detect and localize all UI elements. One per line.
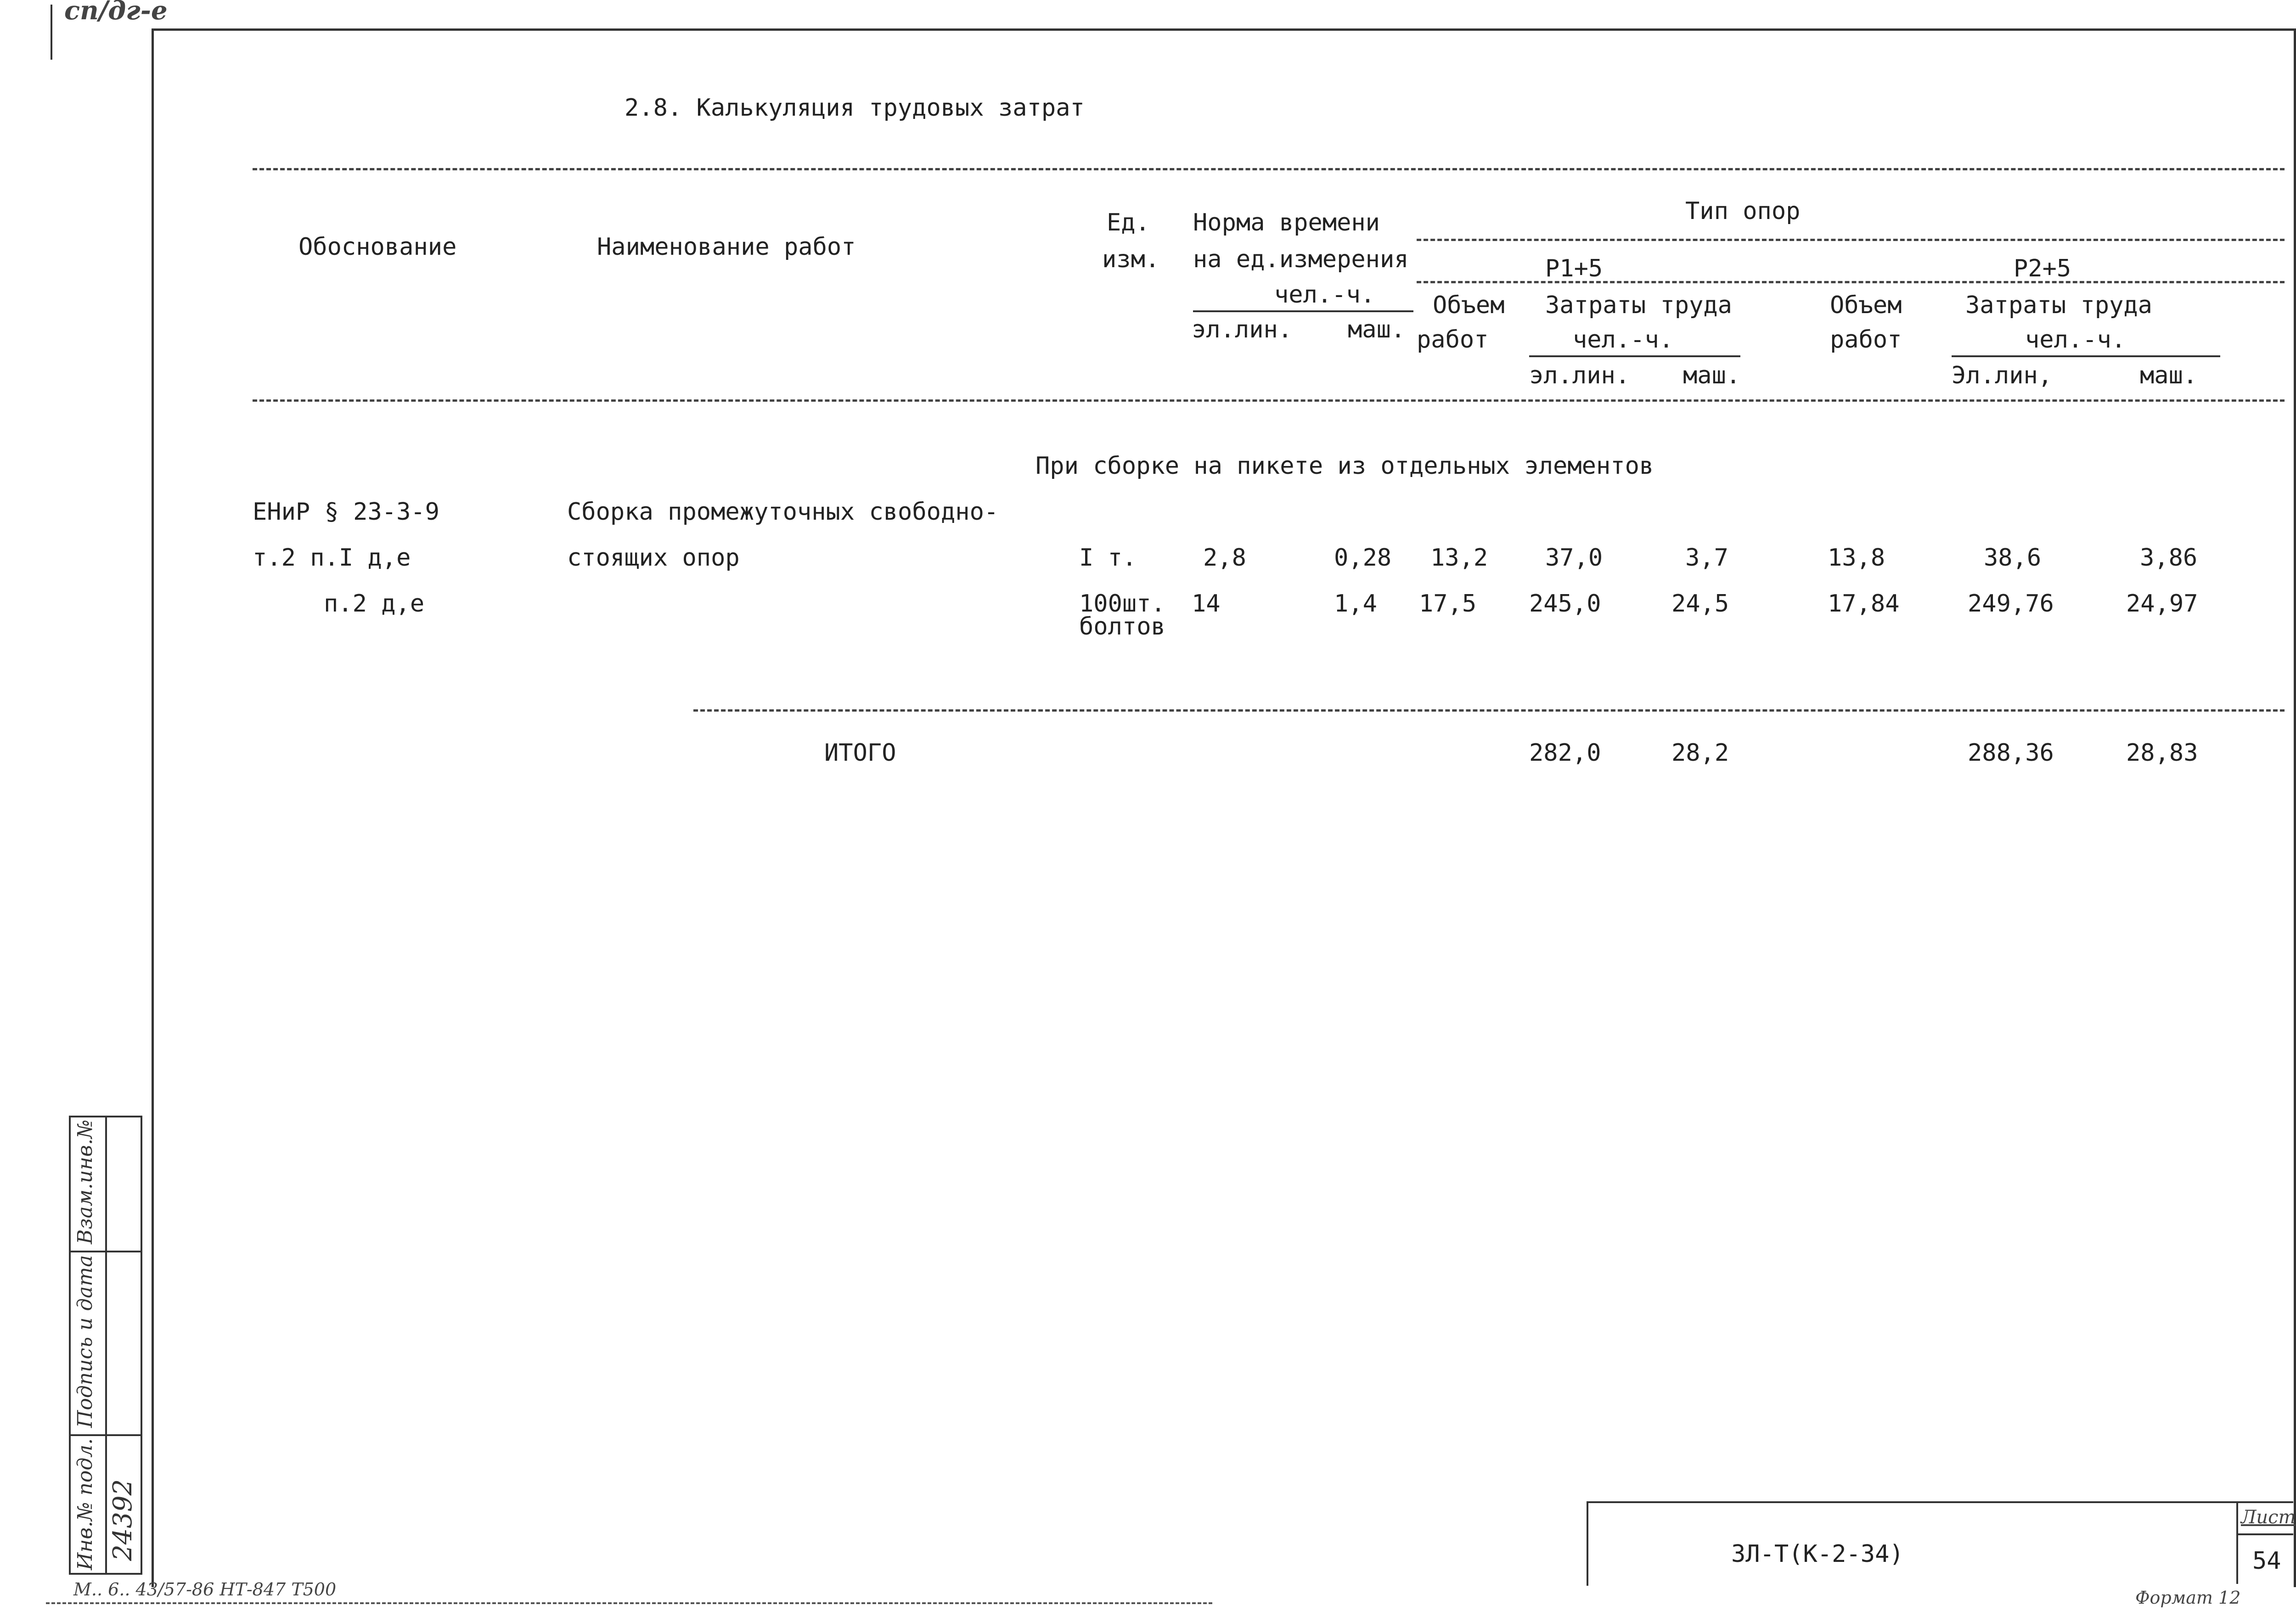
document-code: ЗЛ-Т(К-2-34) (1731, 1540, 1904, 1568)
title-block (1587, 1501, 2293, 1586)
row3-labor-1-mash: 24,5 (1671, 590, 1729, 617)
row3-unit: 100шт. (1079, 590, 1165, 617)
header-volume-2b: работ (1830, 326, 1902, 354)
row3-labor-1-el: 245,0 (1529, 590, 1601, 617)
labor-2-fraction-rule (1952, 355, 2220, 357)
type-rule (1417, 239, 2285, 241)
row3-norm-mash: 1,4 (1334, 590, 1377, 617)
side-inv-label: Инв.№ подл. (73, 1438, 97, 1570)
labor-1-fraction-rule (1529, 355, 1740, 357)
bottom-left-rule (46, 1602, 1212, 1604)
total-label: ИТОГО (824, 739, 896, 767)
header-support-type: Тип опор (1685, 197, 1801, 225)
format-label: Формат 12 (2135, 1588, 2241, 1608)
row1-basis: ЕНиР § 23-3-9 (253, 498, 439, 526)
header-bottom-rule (253, 399, 2285, 402)
header-labor-1-el: эл.лин. (1529, 362, 1630, 389)
row3-volume-1: 17,5 (1419, 590, 1477, 617)
header-type-1: Р1+5 (1545, 255, 1603, 282)
total-rule (693, 709, 2285, 712)
total-labor-2-mash: 28,83 (2126, 739, 2198, 767)
row3-volume-2: 17,84 (1828, 590, 1900, 617)
header-volume-2a: Объем (1830, 292, 1902, 319)
row3-unit-2: болтов (1079, 613, 1165, 640)
header-basis: Обоснование (298, 233, 457, 261)
corner-mark-bottom: М.. 6.. 43/57-86 НТ-847 Т500 (73, 1579, 337, 1600)
row3-labor-2-el: 249,76 (1968, 590, 2054, 617)
header-norm-fraction: чел.-ч. (1274, 281, 1375, 309)
row2-labor-1-el: 37,0 (1545, 544, 1603, 572)
row2-unit: I т. (1079, 544, 1137, 572)
row2-labor-2-mash: 3,86 (2140, 544, 2198, 572)
row3-norm-el: 14 (1192, 590, 1221, 617)
header-labor-1-mash: маш. (1683, 362, 1741, 389)
header-type-2: Р2+5 (2014, 255, 2071, 282)
header-unit-1: Ед. (1107, 209, 1150, 236)
header-top-rule (253, 168, 2285, 170)
row2-norm-mash: 0,28 (1334, 544, 1392, 572)
header-unit-2: изм. (1102, 246, 1160, 273)
row1-work: Сборка промежуточных свободно- (567, 498, 999, 526)
row2-work: стоящих опор (567, 544, 740, 572)
side-inv-number: 24392 (108, 1479, 138, 1561)
row3-basis: п.2 д,е (324, 590, 425, 617)
total-labor-1-mash: 28,2 (1671, 739, 1729, 767)
header-labor-2: Затраты труда (1965, 292, 2152, 319)
section-caption: При сборке на пикете из отдельных элементов (1035, 452, 1654, 480)
row2-norm-el: 2,8 (1203, 544, 1246, 572)
row2-volume-1: 13,2 (1430, 544, 1488, 572)
corner-mark-top: сп/дг-е (64, 0, 168, 26)
header-norm-2: на ед.измерения (1193, 246, 1409, 273)
row2-labor-2-el: 38,6 (1984, 544, 2042, 572)
side-sign-label: Подпись и дата (73, 1255, 97, 1428)
header-norm-el: эл.лин. (1192, 316, 1293, 343)
header-labor-2-mash: маш. (2140, 362, 2198, 389)
row3-labor-2-mash: 24,97 (2126, 590, 2198, 617)
header-labor-2-fraction: чел.-ч. (2025, 326, 2126, 354)
norm-fraction-rule (1193, 310, 1413, 312)
corner-mark-line (51, 5, 52, 60)
header-volume-1a: Объем (1433, 292, 1505, 319)
header-labor-2-el: Эл.лин, (1952, 362, 2053, 389)
header-labor-1-fraction: чел.-ч. (1573, 326, 1674, 354)
row2-volume-2: 13,8 (1828, 544, 1885, 572)
header-norm-mash: маш. (1348, 316, 1406, 343)
header-labor-1: Затраты труда (1545, 292, 1732, 319)
header-work-name: Наименование работ (597, 233, 856, 261)
side-replace-label: Взам.инв.№ (73, 1119, 97, 1244)
total-labor-1-el: 282,0 (1529, 739, 1601, 767)
section-title: 2.8. Калькуляция трудовых затрат (625, 94, 1085, 122)
header-norm-1: Норма времени (1193, 209, 1380, 236)
header-volume-1b: работ (1417, 326, 1489, 354)
total-labor-2-el: 288,36 (1968, 739, 2054, 767)
sheet-number: 54 (2252, 1547, 2281, 1575)
row2-basis: т.2 п.I д,е (253, 544, 411, 572)
row2-labor-1-mash: 3,7 (1685, 544, 1728, 572)
sheet-label: Лист (2241, 1507, 2296, 1528)
